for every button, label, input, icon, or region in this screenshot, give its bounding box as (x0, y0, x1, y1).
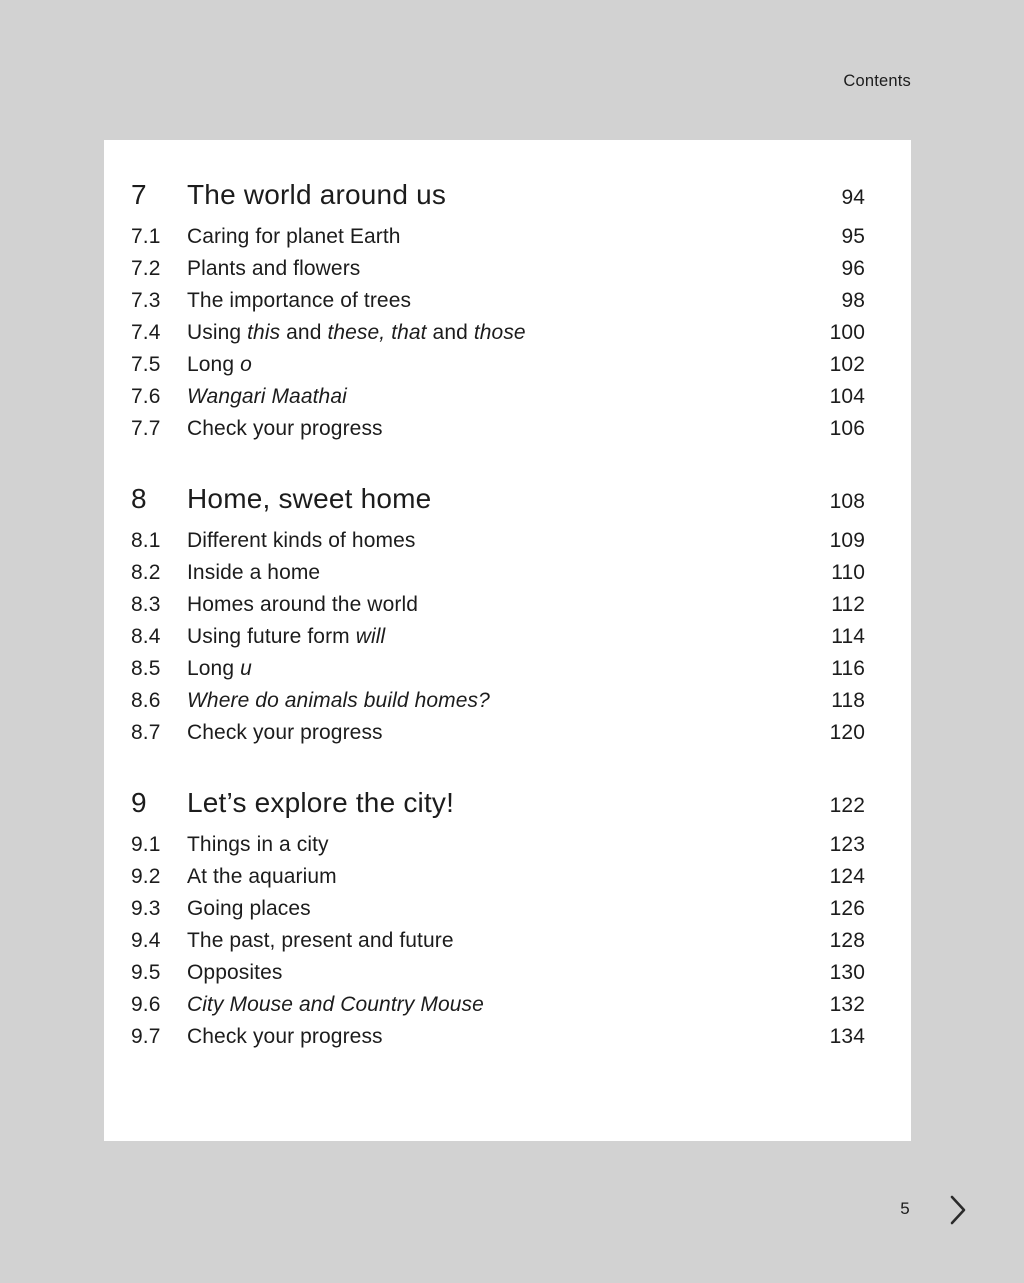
entry-number: 7.5 (131, 353, 161, 376)
entry-number: 9.4 (131, 929, 161, 952)
entry-number: 8.4 (131, 625, 161, 648)
entry-title: Different kinds of homes (187, 529, 416, 552)
toc-entry-row[interactable] (131, 893, 865, 925)
entry-title-segment: that (391, 321, 427, 344)
toc-entry-row[interactable] (131, 525, 865, 557)
entry-title: Where do animals build homes? (187, 689, 490, 712)
entry-number: 8.7 (131, 721, 161, 744)
toc-entry-row[interactable] (131, 1021, 865, 1053)
entry-title: Wangari Maathai (187, 385, 347, 408)
toc-chapter-heading[interactable] (131, 476, 865, 525)
entry-title: Homes around the world (187, 593, 418, 616)
page-footer (0, 1192, 1024, 1228)
entry-page-number: 123 (829, 833, 865, 856)
running-head-label: Contents (843, 72, 911, 90)
entry-page-number: 95 (841, 225, 865, 248)
entry-number: 7.7 (131, 417, 161, 440)
entry-page-number: 126 (829, 897, 865, 920)
toc-entry-row[interactable] (131, 925, 865, 957)
entry-page-number: 104 (829, 385, 865, 408)
entry-number: 8.5 (131, 657, 161, 680)
entry-number: 7.3 (131, 289, 161, 312)
entry-title: The past, present and future (187, 929, 454, 952)
entry-page-number: 116 (831, 657, 865, 680)
toc-chapter-group (131, 780, 865, 1053)
chapter-title: Let’s explore the city! (187, 787, 455, 818)
entry-title: At the aquarium (187, 865, 337, 888)
entry-number: 8.6 (131, 689, 161, 712)
entry-title-segment: Using (187, 321, 248, 344)
entry-number: 7.2 (131, 257, 161, 280)
entry-number: 8.3 (131, 593, 161, 616)
entry-title-segment: Long (187, 353, 241, 376)
chapter-page-number: 94 (841, 186, 865, 209)
entry-title (187, 349, 795, 381)
entry-number: 7.6 (131, 385, 161, 408)
entry-title: City Mouse and Country Mouse (187, 993, 484, 1016)
chapter-number: 8 (131, 483, 147, 514)
toc-chapter-heading[interactable] (131, 780, 865, 829)
toc-entry-row[interactable] (131, 829, 865, 861)
entry-number: 9.3 (131, 897, 161, 920)
entry-number: 7.1 (131, 225, 161, 248)
entry-title-segment: these, (327, 321, 386, 344)
entry-page-number: 128 (829, 929, 865, 952)
chapter-title: Home, sweet home (187, 483, 432, 514)
entry-title: Inside a home (187, 561, 321, 584)
chapter-title: The world around us (187, 179, 447, 210)
toc-chapter-heading[interactable] (131, 172, 865, 221)
toc-entry-row[interactable] (131, 221, 865, 253)
entry-title-segment: Long (187, 657, 241, 680)
entry-title: Check your progress (187, 721, 383, 744)
toc-entry-row[interactable] (131, 989, 865, 1021)
entry-page-number: 100 (829, 321, 865, 344)
toc-chapter-group (131, 172, 865, 445)
toc-entry-row[interactable] (131, 653, 865, 685)
entry-number: 9.7 (131, 1025, 161, 1048)
toc-entry-row[interactable] (131, 621, 865, 653)
toc-entry-row[interactable] (131, 589, 865, 621)
entry-page-number: 134 (829, 1025, 865, 1048)
entry-title-segment: and (426, 321, 474, 344)
entry-title-segment: u (240, 657, 252, 680)
entry-page-number: 112 (831, 593, 865, 616)
entry-number: 8.1 (131, 529, 161, 552)
running-head (0, 72, 911, 91)
footer-page-number: 5 (900, 1199, 910, 1218)
toc-entry-row[interactable] (131, 381, 865, 413)
chapter-page-number: 122 (829, 794, 865, 817)
toc-entry-row[interactable] (131, 349, 865, 381)
entry-page-number: 124 (829, 865, 865, 888)
entry-number: 7.4 (131, 321, 161, 344)
entry-title-segment: will (355, 625, 386, 648)
page-sheet (104, 140, 911, 1141)
entry-title: Check your progress (187, 417, 383, 440)
toc-entry-row[interactable] (131, 717, 865, 749)
toc-entry-row[interactable] (131, 317, 865, 349)
entry-title: The importance of trees (187, 289, 412, 312)
entry-number: 9.6 (131, 993, 161, 1016)
entry-page-number: 132 (829, 993, 865, 1016)
next-page-button[interactable] (938, 1189, 978, 1231)
toc-entry-row[interactable] (131, 253, 865, 285)
entry-title-segment: those (473, 321, 526, 344)
entry-number: 9.2 (131, 865, 161, 888)
entry-title-segment: Using future form (187, 625, 356, 648)
entry-title: Caring for planet Earth (187, 225, 401, 248)
toc-entry-row[interactable] (131, 957, 865, 989)
entry-title-segment: this (247, 321, 281, 344)
entry-page-number: 106 (829, 417, 865, 440)
entry-page-number: 120 (829, 721, 865, 744)
entry-page-number: 118 (831, 689, 865, 712)
entry-page-number: 114 (831, 625, 865, 648)
chevron-right-icon (947, 1193, 969, 1227)
entry-title: Opposites (187, 961, 283, 984)
entry-number: 9.5 (131, 961, 161, 984)
toc-entry-row[interactable] (131, 861, 865, 893)
toc-entry-row[interactable] (131, 557, 865, 589)
entry-page-number: 110 (831, 561, 865, 584)
entry-page-number: 109 (829, 529, 865, 552)
toc-entry-row[interactable] (131, 285, 865, 317)
entry-title: Things in a city (187, 833, 329, 856)
toc-entry-row[interactable] (131, 413, 865, 445)
entry-page-number: 96 (841, 257, 865, 280)
entry-title (187, 653, 795, 685)
chapter-number: 9 (131, 787, 147, 818)
entry-title: Check your progress (187, 1025, 383, 1048)
entry-title: Going places (187, 897, 311, 920)
entry-number: 9.1 (131, 833, 161, 856)
chapter-page-number: 108 (829, 490, 865, 513)
entry-page-number: 98 (841, 289, 865, 312)
entry-title: Plants and flowers (187, 257, 361, 280)
entry-title (187, 621, 795, 653)
table-of-contents (131, 172, 865, 1053)
entry-title-segment: and (280, 321, 328, 344)
entry-title-segment: o (240, 353, 252, 376)
entry-page-number: 130 (829, 961, 865, 984)
entry-title (187, 317, 795, 349)
toc-entry-row[interactable] (131, 685, 865, 717)
entry-page-number: 102 (829, 353, 865, 376)
toc-chapter-group (131, 476, 865, 749)
entry-number: 8.2 (131, 561, 161, 584)
chapter-number: 7 (131, 179, 147, 210)
